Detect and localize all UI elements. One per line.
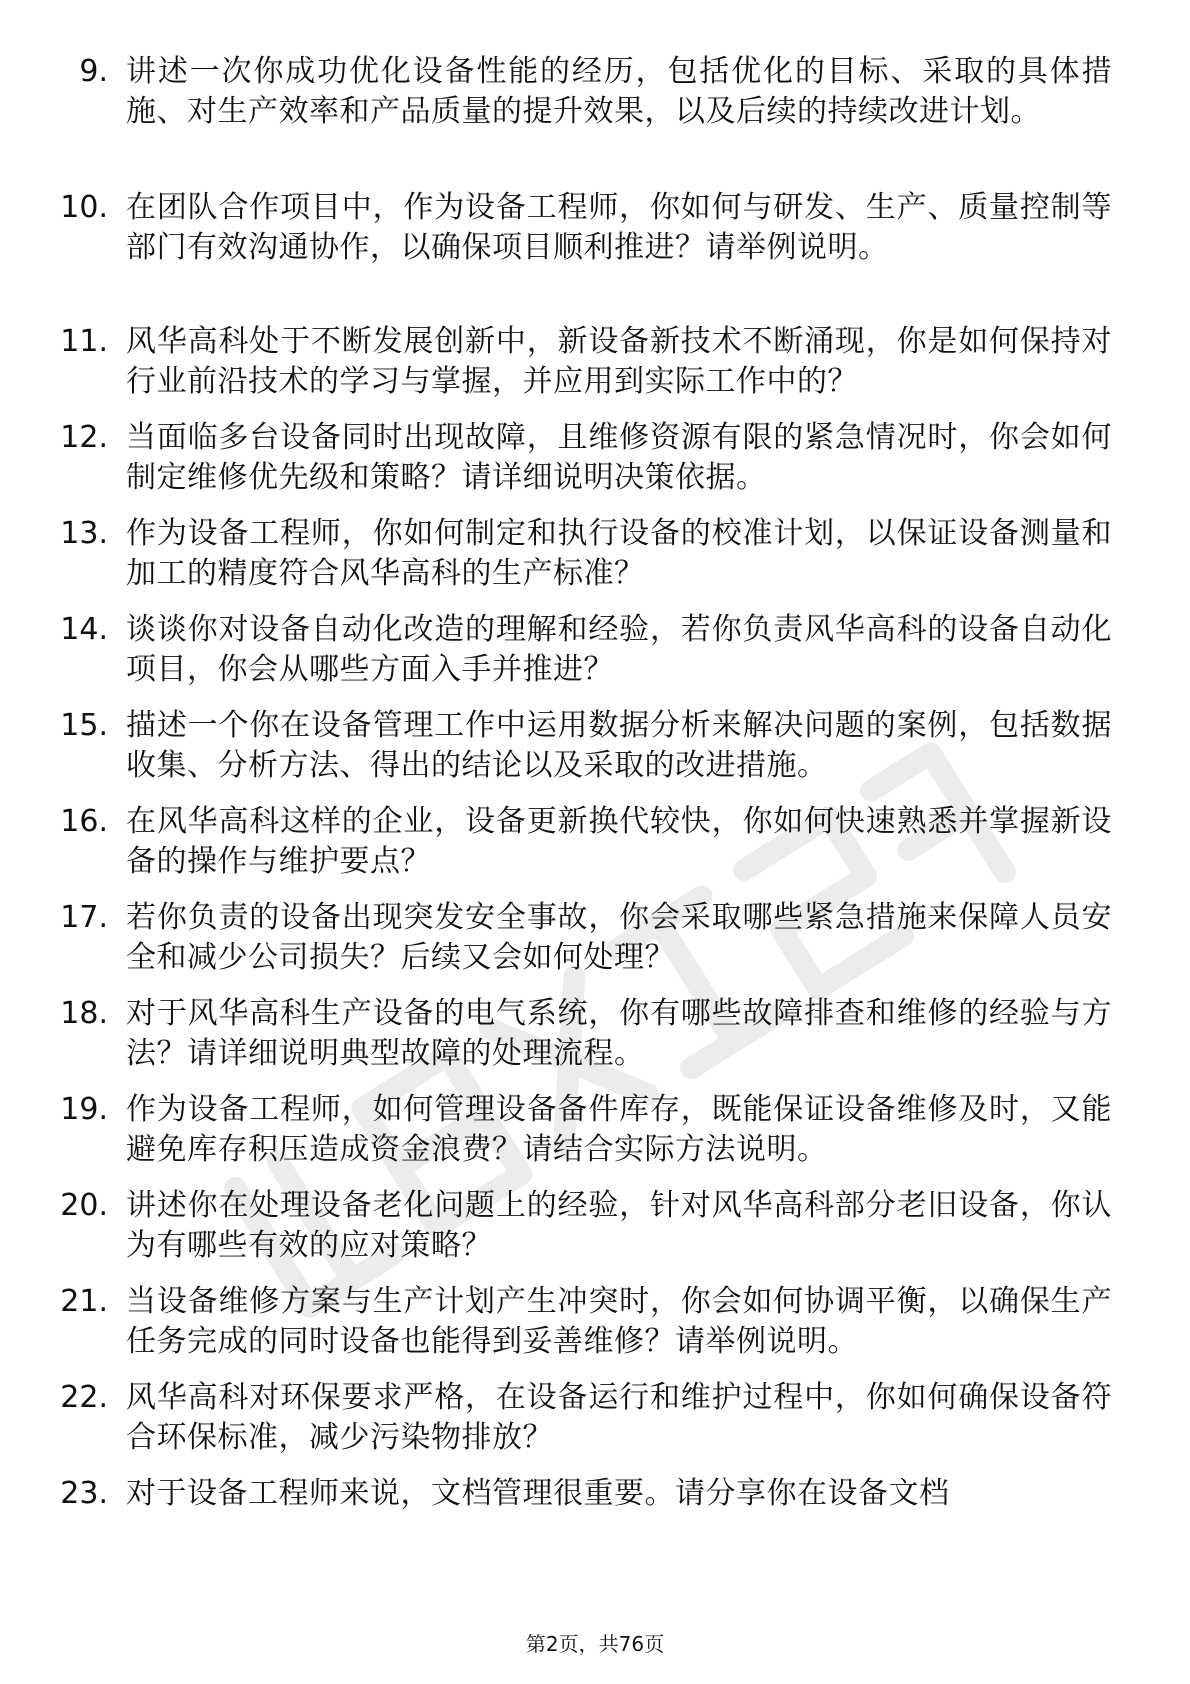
question-text: 当面临多台设备同时出现故障，且维修资源有限的紧急情况时，你会如何制定维修优先级和策略？请详细说明决策依据。 <box>126 420 1112 495</box>
question-number: 23. <box>60 1476 108 1511</box>
question-number: 18. <box>60 996 108 1031</box>
question-text: 讲述一次你成功优化设备性能的经历，包括优化的目标、采取的具体措施、对生产效率和产品质量的提升效果，以及后续的持续改进计划。 <box>126 54 1112 129</box>
question-number: 15. <box>60 708 108 743</box>
question-text: 描述一个你在设备管理工作中运用数据分析来解决问题的案例，包括数据收集、分析方法、得出的结论以及采取的改进措施。 <box>126 708 1112 783</box>
question-text: 讲述你在处理设备老化问题上的经验，针对风华高科部分老旧设备，你认为有哪些有效的应对策略？ <box>126 1188 1112 1263</box>
question-text: 风华高科处于不断发展创新中，新设备新技术不断涌现，你是如何保持对行业前沿技术的学习与掌握，并应用到实际工作中的？ <box>126 324 1112 399</box>
question-text: 当设备维修方案与生产计划产生冲突时，你会如何协调平衡，以确保生产任务完成的同时设备也能得到妥善维修？请举例说明。 <box>126 1284 1112 1359</box>
question-text: 作为设备工程师，你如何制定和执行设备的校准计划，以保证设备测量和加工的精度符合风华高科的生产标准？ <box>126 516 1112 591</box>
question-text: 谈谈你对设备自动化改造的理解和经验，若你负责风华高科的设备自动化项目，你会从哪些方面入手并推进？ <box>126 612 1112 687</box>
question-number: 20. <box>60 1188 108 1223</box>
question-number: 22. <box>60 1380 108 1415</box>
question-number: 13. <box>60 516 108 551</box>
question-number: 9. <box>79 54 108 89</box>
question-number: 21. <box>60 1284 108 1319</box>
question-text: 若你负责的设备出现突发安全事故，你会采取哪些紧急措施来保障人员安全和减少公司损失？后续又会如何处理？ <box>126 900 1112 975</box>
question-text: 对于设备工程师来说，文档管理很重要。请分享你在设备文档 <box>126 1476 950 1511</box>
question-text: 在团队合作项目中，作为设备工程师，你如何与研发、生产、质量控制等部门有效沟通协作，以确保项目顺利推进？请举例说明。 <box>126 190 1112 265</box>
question-number: 12. <box>60 420 108 455</box>
question-text: 作为设备工程师，如何管理设备备件库存，既能保证设备维修及时，又能避免库存积压造成资金浪费？请结合实际方法说明。 <box>126 1092 1112 1167</box>
question-number: 11. <box>60 324 108 359</box>
question-number: 14. <box>60 612 108 647</box>
question-text: 对于风华高科生产设备的电气系统，你有哪些故障排查和维修的经验与方法？请详细说明典型故障的处理流程。 <box>126 996 1112 1071</box>
question-number: 16. <box>60 804 108 839</box>
question-text: 在风华高科这样的企业，设备更新换代较快，你如何快速熟悉并掌握新设备的操作与维护要点？ <box>126 804 1112 879</box>
question-text: 风华高科对环保要求严格，在设备运行和维护过程中，你如何确保设备符合环保标准，减少污染物排放？ <box>126 1380 1112 1455</box>
question-number: 19. <box>60 1092 108 1127</box>
page-footer: 第2页，共76页 <box>525 1632 665 1656</box>
question-number: 10. <box>60 190 108 225</box>
question-number: 17. <box>60 900 108 935</box>
